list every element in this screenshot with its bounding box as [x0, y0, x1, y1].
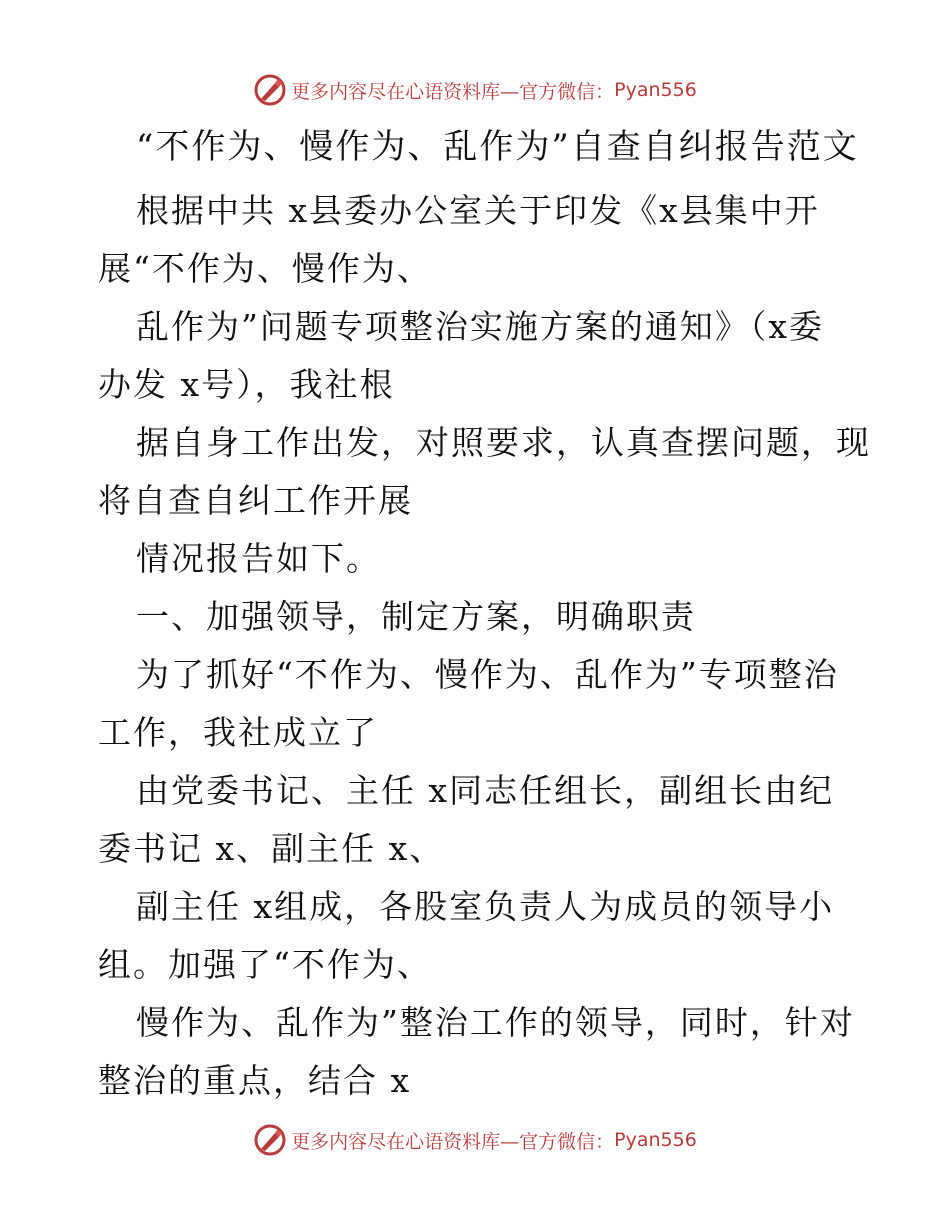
body-line: 据自身工作出发，对照要求，认真查摆问题，现	[136, 423, 871, 462]
banner-text: 更多内容尽在心语资料库—官方微信：	[291, 1130, 615, 1153]
body-line: 整治的重点，结合 x	[98, 1061, 412, 1100]
body-line: 将自查自纠工作开展	[98, 481, 413, 520]
document-body	[98, 182, 871, 1110]
body-line: 委书记 x、副主任 x、	[98, 829, 445, 868]
document-title: “不作为、慢作为、乱作为”自查自纠报告范文	[136, 127, 859, 167]
body-line: 工作，我社成立了	[98, 713, 378, 752]
body-line: 慢作为、乱作为”整治工作的领导，同时，针对	[136, 1003, 855, 1042]
body-line: 根据中共 x县委办公室关于印发《x县集中开	[136, 191, 820, 230]
banner-wechat-id: Pyan556	[614, 79, 697, 101]
body-line: 由党委书记、主任 x同志任组长，副组长由纪	[136, 771, 835, 810]
pen-nib-logo-icon	[253, 1123, 287, 1157]
body-line: 情况报告如下。	[136, 539, 381, 578]
footer-banner	[0, 1120, 950, 1160]
banner-text: 更多内容尽在心语资料库—官方微信：	[291, 80, 615, 103]
body-line: 副主任 x组成，各股室负责人为成员的领导小	[136, 887, 835, 926]
body-line: 为了抓好“不作为、慢作为、乱作为”专项整治	[136, 655, 839, 694]
body-line: 乱作为”问题专项整治实施方案的通知》（x委	[136, 307, 824, 346]
body-line: 展“不作为、慢作为、	[98, 249, 432, 288]
banner-wechat-id: Pyan556	[614, 1129, 697, 1151]
body-line: 办发 x号），我社根	[98, 365, 395, 404]
header-banner	[0, 70, 950, 110]
section-heading: 一、加强领导，制定方案，明确职责	[136, 597, 696, 636]
body-line: 组。加强了“不作为、	[98, 945, 432, 984]
pen-nib-logo-icon	[253, 73, 287, 107]
